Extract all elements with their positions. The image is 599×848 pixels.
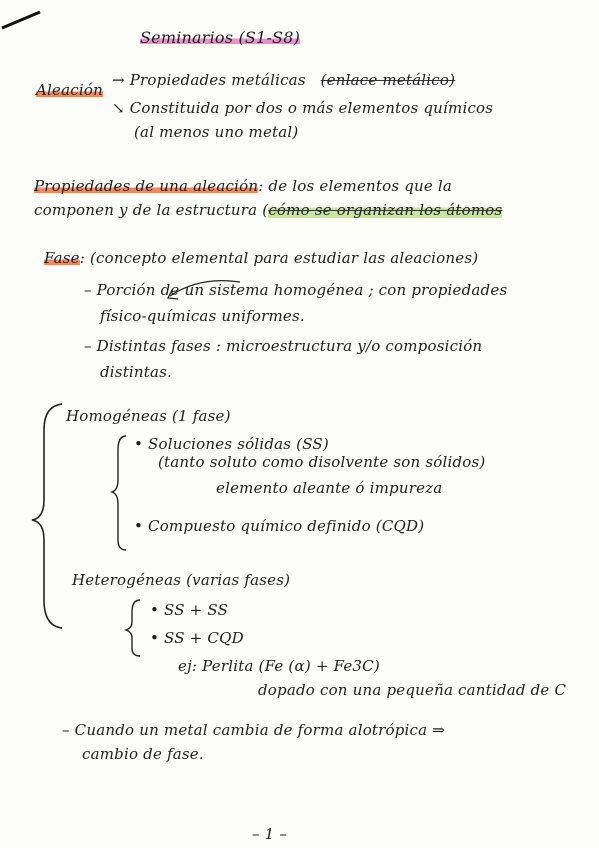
het-item-2 xyxy=(150,628,244,648)
fase-line1-text: : (concepto elemental para estudiar las aleaciones) xyxy=(79,249,479,267)
aleacion-line3-text: (al menos uno metal) xyxy=(134,123,299,141)
fase-label: Fase xyxy=(44,249,80,267)
heterogeneas-text: Heterogéneas (varias fases) xyxy=(72,571,291,589)
ss-text: • Soluciones sólidas (SS) xyxy=(134,435,329,453)
propiedades-label: Propiedades de una aleación xyxy=(34,177,259,195)
fase-bullet1b-text: físico-químicas uniformes. xyxy=(100,307,305,325)
arrow-icon: → xyxy=(112,71,130,89)
aleacion-label: Aleación xyxy=(36,81,103,99)
final-line1-text: – Cuando un metal cambia de forma alotrópica ⇒ xyxy=(62,721,446,739)
final-line-1 xyxy=(62,720,445,740)
ss-note-2 xyxy=(216,478,442,498)
page-number xyxy=(252,824,287,844)
cqd-text: • Compuesto químico definido (CQD) xyxy=(134,517,425,535)
arrow-icon: ↘ xyxy=(112,99,130,117)
page-number-text: – 1 – xyxy=(252,825,288,843)
aleacion-line-1 xyxy=(112,70,455,90)
final-line2-text: cambio de fase. xyxy=(82,745,204,763)
aleacion-line1-text: Propiedades metálicas xyxy=(129,71,306,89)
ejemplo-line xyxy=(178,656,380,676)
cqd-line xyxy=(134,516,424,536)
fase-bullet-1a xyxy=(84,280,507,300)
final-line-2 xyxy=(82,744,204,764)
propiedades-line-1 xyxy=(34,176,452,196)
aleacion-line1-note: (enlace metálico) xyxy=(320,71,456,89)
fase-bullet2b-text: distintas. xyxy=(100,363,173,381)
propiedades-line2-text: componen y de la estructura ( xyxy=(34,201,269,219)
fase-bullet-1b xyxy=(100,306,305,326)
page-title xyxy=(140,28,300,48)
homogeneas-heading xyxy=(66,406,231,426)
heterogeneas-heading xyxy=(72,570,290,590)
het-item-1 xyxy=(150,600,228,620)
fase-bullet-2a xyxy=(84,336,482,356)
fase-line-1 xyxy=(44,248,478,268)
aleacion-line-3 xyxy=(134,122,298,142)
propiedades-line-2 xyxy=(34,200,502,220)
title-text: Seminarios (S1-S8) xyxy=(140,28,301,47)
fase-bullet-2b xyxy=(100,362,172,382)
aleacion-line2-text: Constituida por dos o más elementos químicos xyxy=(129,99,494,117)
ss-note2-text: elemento aleante ó impureza xyxy=(216,479,443,497)
propiedades-line1-text: : de los elementos que la xyxy=(258,177,453,195)
fase-bullet1a-text: – Porción de un sistema homogénea ; con propiedades xyxy=(84,281,508,299)
ss-line xyxy=(134,434,329,454)
ejemplo-note xyxy=(258,680,566,700)
aleacion-line-2 xyxy=(112,98,493,118)
ss-note1-text: (tanto soluto como disolvente son sólidos) xyxy=(158,453,486,471)
ejemplo-text: ej: Perlita (Fe (α) + Fe3C) xyxy=(178,657,380,675)
aleacion-label-line xyxy=(36,80,103,100)
propiedades-highlight: cómo se organizan los átomos xyxy=(268,201,503,219)
het-item1-text: • SS + SS xyxy=(150,601,229,619)
het-item2-text: • SS + CQD xyxy=(150,629,244,647)
ejemplo-note-text: dopado con una pequeña cantidad de C xyxy=(258,681,567,699)
fase-bullet2a-text: – Distintas fases : microestructura y/o composición xyxy=(84,337,483,355)
ss-note-1 xyxy=(158,452,485,472)
homogeneas-text: Homogéneas (1 fase) xyxy=(66,407,231,425)
